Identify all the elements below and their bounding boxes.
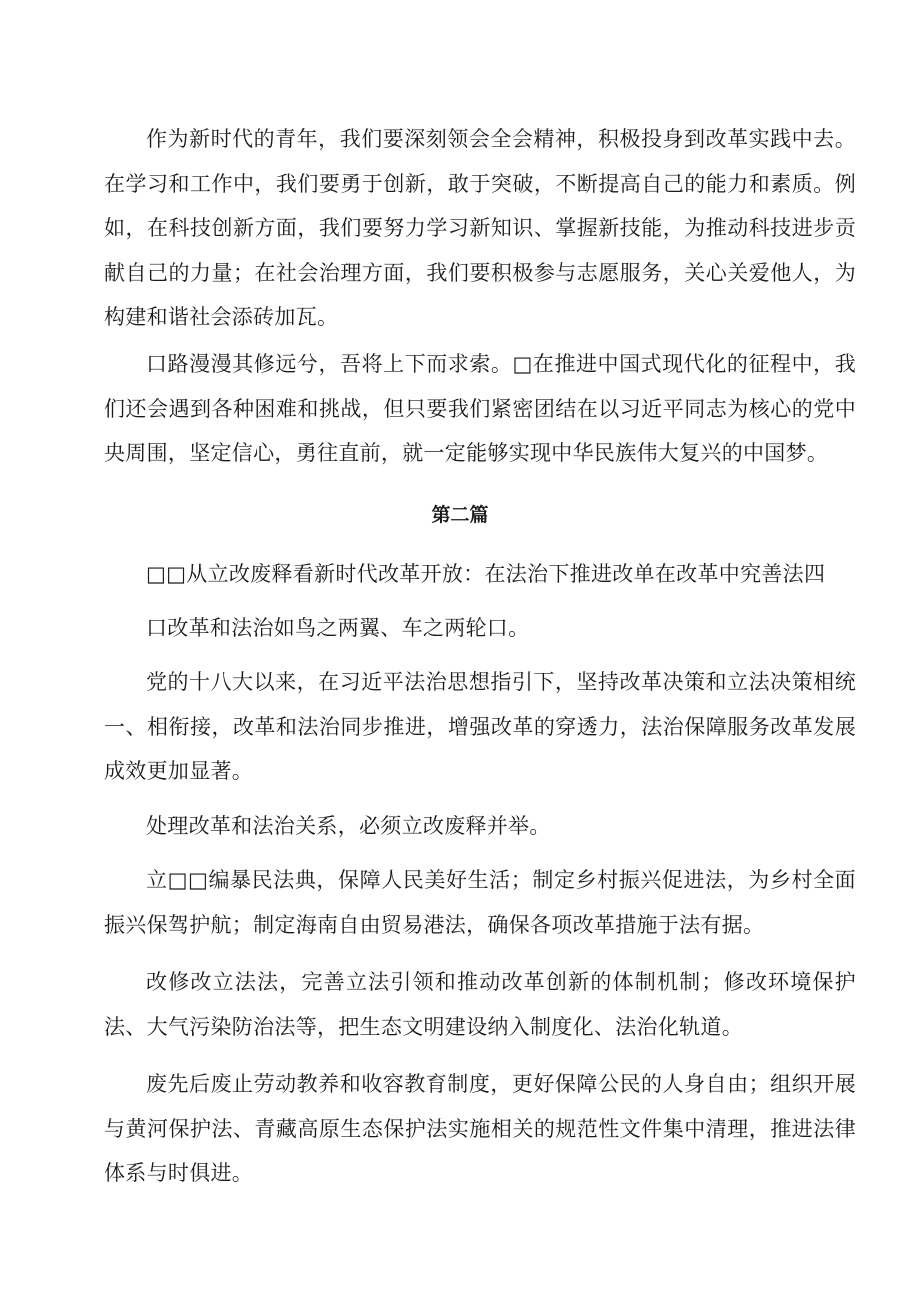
paragraph-youth-responsibility: 作为新时代的青年，我们要深刻领会全会精神，积极投身到改革实践中去。在学习和工作中，我们要勇于创新，敢于突破，不断提高自己的能力和素质。例如，在科技创新方面，我们要努力学习新知识、掌握新技能，为推动科技进步贡献自己的力量；在社会治理方面，我们要积极参与志愿服务，关心关爱他人，为构建和谐社会添砖加瓦。 <box>104 127 856 329</box>
section-heading: 第二篇 <box>431 504 489 526</box>
paragraph-establish: 立□□编暴民法典，保障人民美好生活；制定乡村振兴促进法，为乡村全面振兴保驾护航；制定海南自由贸易港法，确保各项改革措施于法有据。 <box>104 868 856 937</box>
paragraph-since-18th-congress: 党的十八大以来，在习近平法治思想指引下，坚持改革决策和立法决策相统一、相衔接，改革和法治同步推进，增强改革的穿透力，法治保障服务改革发展成效更加显著。 <box>104 670 856 783</box>
paragraph-long-road: 口路漫漫其修远兮，吾将上下而求索。□在推进中国式现代化的征程中，我们还会遇到各种困难和挑战，但只要我们紧密团结在以习近平同志为核心的党中央周围，坚定信心，勇往直前，就一定能够实现中华民族伟大复兴的中国梦。 <box>104 352 856 465</box>
paragraph-article-title: □□从立改废释看新时代改革开放：在法治下推进改单在改革中究善法四 <box>146 562 826 586</box>
paragraph-handle-relationship: 处理改革和法治关系，必须立改废释并举。 <box>146 814 551 838</box>
paragraph-amend: 改修改立法法，完善立法引领和推动改革创新的体制机制；修改环境保护法、大气污染防治法等，把生态文明建设纳入制度化、法治化轨道。 <box>104 970 856 1039</box>
paragraph-abolish: 废先后废止劳动教养和收容教育制度，更好保障公民的人身自由；组织开展与黄河保护法、青藏高原生态保护法实施相关的规范性文件集中清理，推进法律体系与时俱进。 <box>104 1072 856 1185</box>
paragraph-two-wings: 口改革和法治如鸟之两翼、车之两轮口。 <box>146 616 530 640</box>
